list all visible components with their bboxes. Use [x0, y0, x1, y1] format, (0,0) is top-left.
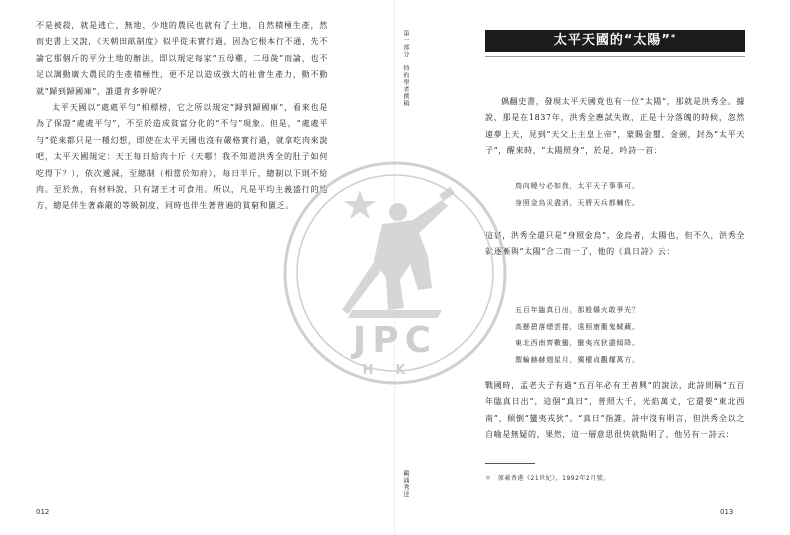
running-head: 第一部分 特約學者撰稿: [402, 30, 409, 107]
title-underline: [485, 56, 745, 57]
right-paragraph-1: [485, 94, 745, 160]
right-paragraph-3-text: 戰國時，孟老夫子有過“五百年必有王者興”的說法，此詩則稱“五百年臨真日出”，這個“真日”，普照大千，光焰萬丈，它還要“東北西南”，傾倒“蠻夷戎狄”。“真日”指誰，詩中沒有明言，但洪秀全以之自喻是無疑的，果然，這一層意思很快就點明了，他另有一詩云：: [485, 381, 745, 440]
chapter-title: [485, 30, 745, 52]
right-paragraph-2: [485, 228, 745, 261]
title-footnote-mark: *: [670, 33, 677, 42]
left-paragraph-2: 太平天國以“處處平勻”相標榜，它之所以規定“歸到歸國庫”，看來也是為了保證“處處平勻”，不至於造成貧富分化的“不勻”現象。但是，“處處平勻”從來都只是一種幻想，即使在太平天國也沒有嚴格實行過，就拿吃肉來說吧，太平天國規定：天王每日給肉十斤（天哪！我不知道洪秀全的肚子如何吃得下？），依次遞減，至總制（相當於知府），每日半斤，總制以下則不給肉。至於魚，有材料說，只有諸王才可食用。所以，凡是平均主義盛行的地方，總是伴生著森嚴的等級制度，同時也伴生著普遍的貧窮和匱乏。: [36, 103, 328, 211]
right-paragraph-1-text: 偶翻史書，發現太平天國竟也有一位“太陽”，那就是洪秀全。據說，那是在1837年，洪秀全應試失敗，正是十分落魄的時候，忽然遠夢上天，見到“天父上主皇上帝”，蒙賜金璽、金劍，封為“太平天子”，醒來時，“太陽照身”，於是，吟詩一首：: [485, 97, 745, 156]
right-paragraph-2-text: 這裏，洪秀全還只是“身照金烏”，金烏者，太陽也，但不久，洪秀全就逐漸與“太陽”合二而一了，他的《真日詩》云：: [485, 231, 745, 257]
footnote: ＊ 原載香港《21世紀》，1992年2月號。: [485, 475, 610, 482]
gutter-divider: [394, 0, 395, 535]
poem-2-line: 東北西南齊數蠻，蠻夷戎狄盡傾降。: [515, 339, 640, 347]
poem-2: [515, 302, 745, 368]
left-paragraph-1: 不是被殺，就是逃亡，無地、少地的農民也就有了土地，自然積極生產，然而史書上又說，《天朝田畝制度》似乎從未實行過，因為它根本行不通，先不論它那個斤的平分土地的辦法，即以規定每家“五母雞，二母彘”而論，也不足以調動廣大農民的生產積極性，更不足以造成強大的社會生產力，動不動就“歸到歸國庫”，誰還肯多幹呢？: [36, 21, 328, 96]
left-page-number: 012: [36, 508, 50, 516]
chapter-title-text: 太平天國的“太陽”: [553, 33, 671, 48]
running-foot: 鷗涌秀逹: [402, 470, 409, 498]
poem-2-line: 禦輪赫赫週星月，獨權貞觀耀萬方。: [515, 355, 640, 364]
footnote-rule: [485, 463, 535, 464]
watermark-sub-letters: HK: [362, 363, 428, 378]
watermark-figure-arm: [410, 200, 448, 234]
left-body-text: [36, 18, 328, 215]
poem-1-line: 鳥向曉兮必如我，太平天子事事可。: [515, 182, 640, 190]
poem-2-line: 五百年臨真日出，那般爝火敢爭光？: [515, 306, 640, 314]
right-paragraph-3: [485, 378, 745, 444]
watermark-mallet-head: [439, 187, 455, 202]
watermark-letters: JPC: [352, 320, 438, 361]
right-page-number: 013: [720, 508, 734, 516]
poem-1: [515, 178, 745, 211]
poem-1-line: 身照金烏災盡消，天將天兵都輔佐。: [515, 198, 640, 207]
poem-2-line: 高懸碧落煙雲捲，遠照康衢鬼蜮藏。: [515, 322, 640, 331]
